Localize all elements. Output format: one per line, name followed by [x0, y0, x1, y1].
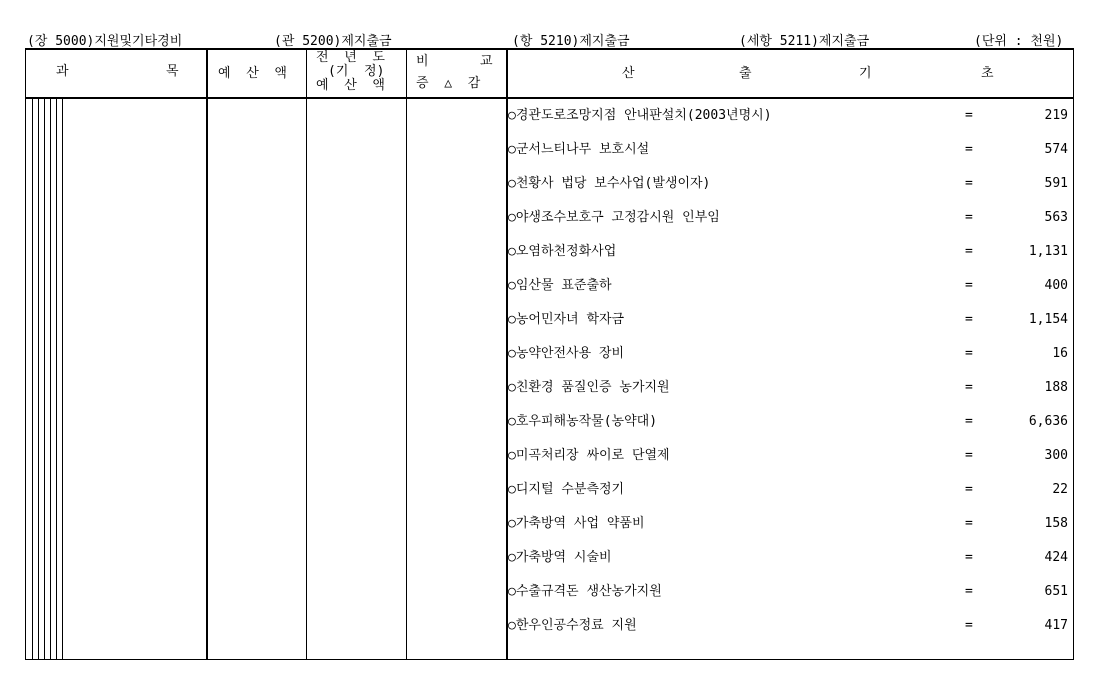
- row-description: ○군서느티나무 보호시설: [508, 142, 650, 157]
- table-row: [508, 140, 1068, 160]
- row-description: ○수출규격돈 생산농가지원: [508, 584, 662, 599]
- row-amount: 300: [1044, 448, 1068, 463]
- row-amount: 16: [1052, 346, 1068, 361]
- col-item-left: 과: [56, 64, 69, 79]
- table-row: [508, 582, 1068, 602]
- col-basis-2: 출: [739, 66, 752, 81]
- table-row: [508, 548, 1068, 568]
- row-description: ○디지털 수분측정기: [508, 482, 625, 497]
- row-amount: 574: [1044, 142, 1068, 157]
- row-amount: 1,154: [1028, 312, 1068, 327]
- row-description: ○미곡처리장 싸이로 단열제: [508, 448, 670, 463]
- row-amount: 6,636: [1028, 414, 1068, 429]
- row-amount: 591: [1044, 176, 1068, 191]
- row-amount: 400: [1044, 278, 1068, 293]
- table-row: [508, 208, 1068, 228]
- table-row: [508, 276, 1068, 296]
- col-item-right: 목: [166, 64, 179, 79]
- row-amount: 651: [1044, 584, 1068, 599]
- row-description: ○한우인공수정료 지원: [508, 618, 637, 633]
- row-equals: =: [965, 380, 973, 395]
- row-equals: =: [965, 448, 973, 463]
- row-equals: =: [965, 210, 973, 225]
- row-equals: =: [965, 278, 973, 293]
- row-description: ○천황사 법당 보수사업(발생이자): [508, 176, 711, 191]
- section-label: (관 5200)제지출금: [274, 34, 392, 49]
- table-row: [508, 446, 1068, 466]
- row-equals: =: [965, 414, 973, 429]
- col-divider: [206, 50, 208, 659]
- hierarchy-rule: [44, 97, 45, 659]
- row-equals: =: [965, 108, 973, 123]
- hierarchy-rule: [56, 97, 57, 659]
- subitem-label: (세항 5211)제지출금: [739, 34, 870, 49]
- item-label: (항 5210)제지출금: [512, 34, 630, 49]
- col-basis-1: 산: [622, 66, 635, 81]
- col-basis-4: 초: [981, 66, 994, 81]
- table-row: [508, 480, 1068, 500]
- table-row: [508, 378, 1068, 398]
- hierarchy-rule: [50, 97, 51, 659]
- col-prev-line2: (기 정): [328, 64, 385, 79]
- table-row: [508, 514, 1068, 534]
- table-row: [508, 174, 1068, 194]
- table-row: [508, 310, 1068, 330]
- table-row: [508, 106, 1068, 126]
- col-compare-line2: 증 △ 감: [416, 76, 481, 91]
- table-row: [508, 344, 1068, 364]
- row-description: ○농약안전사용 장비: [508, 346, 625, 361]
- row-description: ○농어민자녀 학자금: [508, 312, 625, 327]
- col-divider: [306, 50, 307, 659]
- header-rule: [26, 97, 1073, 99]
- row-description: ○임산물 표준출하: [508, 278, 612, 293]
- budget-table: [25, 48, 1074, 660]
- row-amount: 22: [1052, 482, 1068, 497]
- row-equals: =: [965, 176, 973, 191]
- col-divider: [406, 50, 407, 659]
- table-row: [508, 616, 1068, 636]
- table-row: [508, 412, 1068, 432]
- row-description: ○가축방역 시술비: [508, 550, 612, 565]
- hierarchy-rule: [62, 97, 63, 659]
- row-amount: 219: [1044, 108, 1068, 123]
- row-description: ○호우피해농작물(농약대): [508, 414, 658, 429]
- row-equals: =: [965, 618, 973, 633]
- hierarchy-rule: [32, 97, 33, 659]
- row-description: ○야생조수보호구 고정감시원 인부임: [508, 210, 720, 225]
- chapter-label: (장 5000)지원및기타경비: [27, 34, 183, 49]
- row-equals: =: [965, 244, 973, 259]
- col-prev-line3: 예 산 액: [316, 78, 385, 93]
- row-amount: 158: [1044, 516, 1068, 531]
- row-amount: 424: [1044, 550, 1068, 565]
- row-description: ○경관도로조망지점 안내판설치(2003년명시): [508, 108, 772, 123]
- hierarchy-rule: [38, 97, 39, 659]
- row-amount: 188: [1044, 380, 1068, 395]
- col-prev-line1: 전 년 도: [316, 50, 385, 65]
- row-description: ○친환경 품질인증 농가지원: [508, 380, 670, 395]
- col-compare-b: 교: [480, 54, 493, 69]
- col-compare-a: 비: [416, 54, 429, 69]
- row-equals: =: [965, 584, 973, 599]
- col-basis-3: 기: [859, 66, 872, 81]
- row-amount: 1,131: [1028, 244, 1068, 259]
- row-amount: 563: [1044, 210, 1068, 225]
- row-description: ○가축방역 사업 약품비: [508, 516, 645, 531]
- row-equals: =: [965, 346, 973, 361]
- unit-label: (단위 : 천원): [974, 34, 1064, 49]
- row-description: ○오염하천정화사업: [508, 244, 617, 259]
- col-budget: 예 산 액: [218, 66, 287, 81]
- row-equals: =: [965, 312, 973, 327]
- row-amount: 417: [1044, 618, 1068, 633]
- row-equals: =: [965, 516, 973, 531]
- row-equals: =: [965, 550, 973, 565]
- table-row: [508, 242, 1068, 262]
- row-equals: =: [965, 142, 973, 157]
- row-equals: =: [965, 482, 973, 497]
